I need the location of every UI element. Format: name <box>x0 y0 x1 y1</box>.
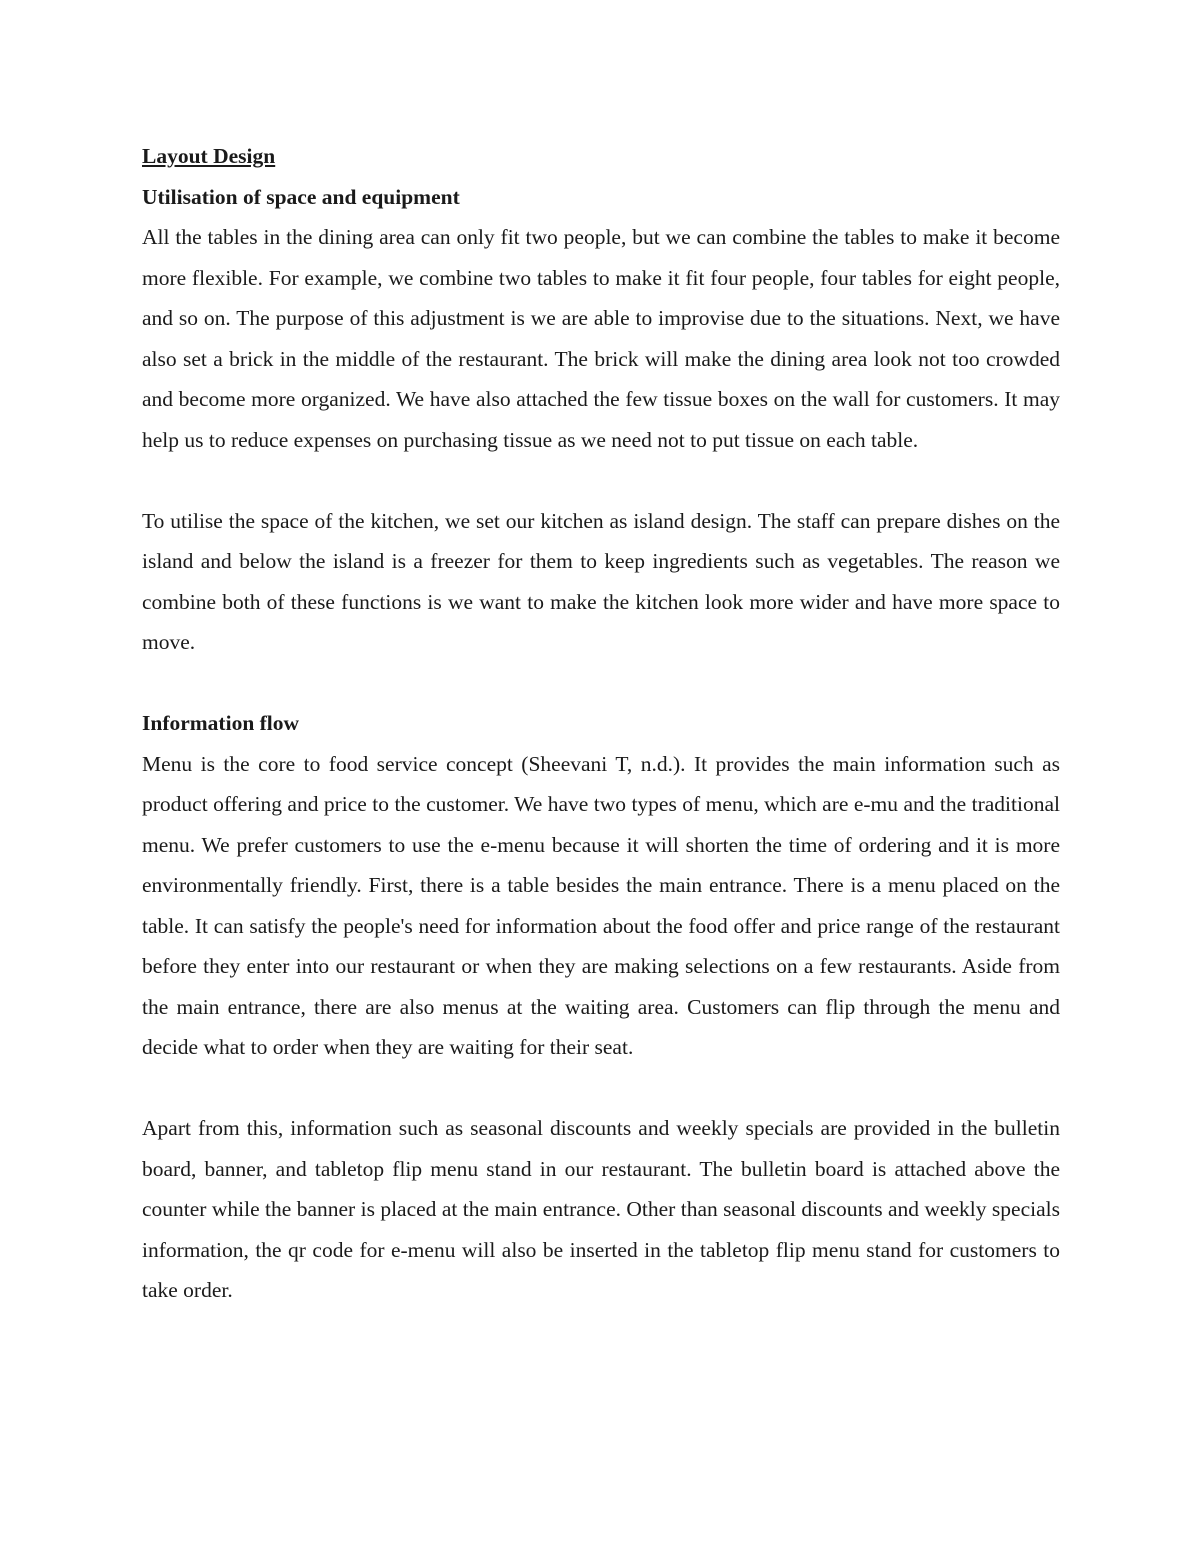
paragraph-kitchen-space: To utilise the space of the kitchen, we set our kitchen as island design. The staff can prepare dishes on the island and below the island is a freezer for them to keep ingredients such as vegetables. The reason we combine both of these functions is we want to make the kitchen look more wider and have more space to move. <box>142 508 1060 654</box>
document-title: Layout Design <box>142 144 276 168</box>
paragraph-spacer <box>142 460 1060 501</box>
paragraph-promotions: Apart from this, information such as seasonal discounts and weekly specials are provided in the bulletin board, banner, and tabletop flip menu stand in our restaurant. The bulletin board is attached above the counter while the banner is placed at the main entrance. Other than seasonal discounts and weekly specials information, the qr code for e-menu will also be inserted in the tabletop flip menu stand for customers to take order. <box>142 1116 1060 1302</box>
document-page <box>142 136 1060 1311</box>
paragraph-spacer <box>142 663 1060 704</box>
section-heading-information-flow: Information flow <box>142 711 300 735</box>
paragraph-dining-tables: All the tables in the dining area can only fit two people, but we can combine the tables to make it become more flexible. For example, we combine two tables to make it fit four people, four tables for eight people, and so on. The purpose of this adjustment is we are able to improvise due to the situations. Next, we have also set a brick in the middle of the restaurant. The brick will make the dining area look not too crowded and become more organized. We have also attached the few tissue boxes on the wall for customers. It may help us to reduce expenses on purchasing tissue as we need not to put tissue on each table. <box>142 225 1060 452</box>
section-heading-utilisation: Utilisation of space and equipment <box>142 184 460 209</box>
paragraph-menu-concept: Menu is the core to food service concept (Sheevani T, n.d.). It provides the main information such as product offering and price to the customer. We have two types of menu, which are e-mu and the traditional menu. We prefer customers to use the e-menu because it will shorten the time of ordering and it is more environmentally friendly. First, there is a table besides the main entrance. There is a menu placed on the table. It can satisfy the people's need for information about the food offer and price range of the restaurant before they enter into our restaurant or when they are making selections on a few restaurants. Aside from the main entrance, there are also menus at the waiting area. Customers can flip through the menu and decide what to order when they are waiting for their seat. <box>142 751 1060 1059</box>
paragraph-spacer <box>142 1068 1060 1109</box>
